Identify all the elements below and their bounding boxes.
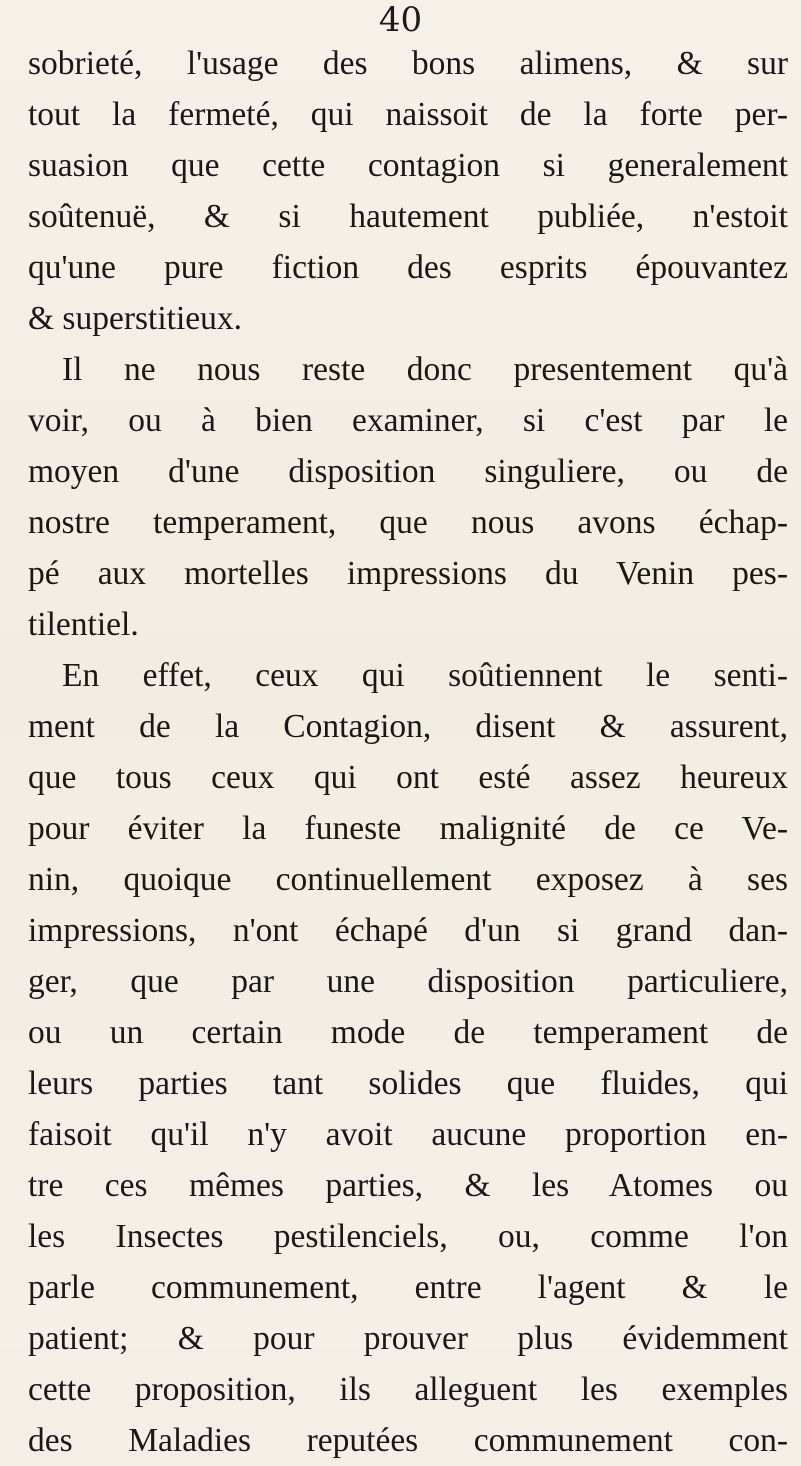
text-line: impressions, n'ont échapé d'un si grand dan- [28,912,788,949]
text-line: patient; & pour prouver plus évidemment [28,1320,788,1357]
text-line: suasion que cette contagion si generalement [28,147,788,184]
text-line: nostre temperament, que nous avons échap- [28,504,788,541]
text-line: soûtenuë, & si hautement publiée, n'estoit [28,198,788,235]
text-line: que tous ceux qui ont esté assez heureux [28,759,788,796]
text-line: nin, quoique continuellement exposez à ses [28,861,788,898]
text-line: ou un certain mode de temperament de [28,1014,788,1051]
text-line: ment de la Contagion, disent & assurent, [28,708,788,745]
text-line: tilentiel. [28,606,139,643]
text-line: qu'une pure fiction des esprits épouvantez [28,249,788,286]
text-line: ger, que par une disposition particuliere, [28,963,788,1000]
text-line: faisoit qu'il n'y avoit aucune proportion en- [28,1116,788,1153]
text-line: parle communement, entre l'agent & le [28,1269,788,1306]
text-line: En effet, ceux qui soûtiennent le senti- [62,657,788,694]
text-line: Il ne nous reste donc presentement qu'à [62,351,788,388]
text-line: les Insectes pestilenciels, ou, comme l'on [28,1218,788,1255]
text-line: tout la fermeté, qui naissoit de la forte per- [28,96,788,133]
text-line: leurs parties tant solides que fluides, qui [28,1065,788,1102]
text-line: des Maladies reputées communement con- [28,1422,788,1459]
text-line: pé aux mortelles impressions du Venin pes- [28,555,788,592]
body-text [28,38,788,1466]
text-line: cette proposition, ils alleguent les exemples [28,1371,788,1408]
text-line: pour éviter la funeste malignité de ce Ve- [28,810,788,847]
text-line: tre ces mêmes parties, & les Atomes ou [28,1167,788,1204]
text-line: voir, ou à bien examiner, si c'est par le [28,402,788,439]
text-line: & superstitieux. [28,300,243,337]
page-number: 40 [378,0,423,40]
text-line: moyen d'une disposition singuliere, ou de [28,453,788,490]
text-line: sobrieté, l'usage des bons alimens, & sur [28,45,788,82]
